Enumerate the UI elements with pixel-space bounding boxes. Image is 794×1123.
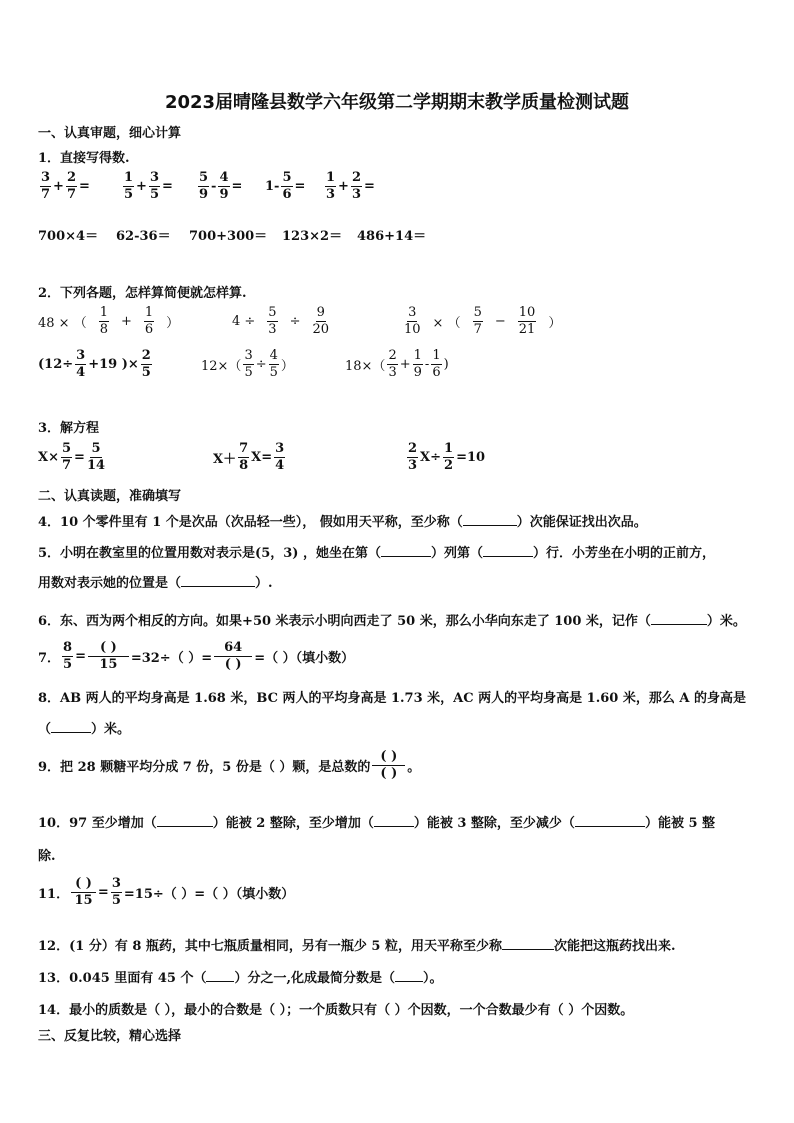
question-8-line-1: 8．AB 两人的平均身高是 1.68 米，BC 两人的平均身高是 1.73 米，AC 两人的平均身高是 1.60 米，那么 A 的身高是 [38,691,746,706]
q1-fraction-1: $\frac{3}{7}$ + $\frac{2}{7}$ = [41,170,90,202]
q2-expression-3: $\frac{3}{10}$ × （ $\frac{5}{7}$ − $\frac{10}{21}$ ） [404,305,562,337]
question-7: 7． $\frac{8}{5}$ = $\frac{( )}{15}$ =32÷（ ）= $\frac{64}{( )}$ =（ ）（填小数） [38,640,355,672]
question-9: 9．把 28 颗糖平均分成 7 份，5 份是（ ）颗，是总数的 $\frac{( )}{( )}$ 。 [38,749,421,781]
q5-position-blank[interactable] [181,586,255,587]
question-5-line-2: 用数对表示她的位置是（ ）. [38,576,273,591]
q6-answer-blank[interactable] [651,624,707,625]
section-2-heading: 二、认真读题，准确填写 [38,489,182,504]
question-10-line-2: 除. [38,849,56,864]
q2-expression-2: 4 ÷ $\frac{5}{3}$ ÷ $\frac{9}{20}$ [232,305,330,337]
question-3-label: 3．解方程 [38,421,100,436]
q13-blank-2[interactable] [395,981,423,982]
question-5-line-1: 5．小明在教室里的位置用数对表示是(5，3) ，她坐在第（ ）列第（ ）行．小芳坐在小明的正前方， [38,546,715,561]
q10-blank-1[interactable] [157,826,213,827]
q1-fraction-3: $\frac{5}{9}$ - $\frac{4}{9}$ = [199,170,243,202]
question-1-label: 1．直接写得数. [38,151,130,166]
question-2-label: 2．下列各题，怎样算简便就怎样算. [38,286,247,301]
q13-blank-1[interactable] [206,981,234,982]
q2-expression-6: 18×（ $\frac{2}{3}$ + $\frac{1}{9}$ - $\frac{1}{6}$ ) [345,348,449,380]
q2-expression-1: 48 × （ $\frac{1}{8}$ + $\frac{1}{6}$ ） [38,305,180,337]
q1-fraction-4: 1- $\frac{5}{6}$ = [265,170,306,202]
question-14: 14．最小的质数是（ ），最小的合数是（ ）；一个质数只有（ ）个因数，一个合数最少有（ ）个因数。 [38,1003,634,1018]
q1-calc-2: 62-36＝ [116,229,171,244]
question-4: 4．10 个零件里有 1 个是次品（次品轻一些）， 假如用天平称，至少称（ ）次能保证找出次品。 [38,515,647,530]
q4-answer-blank[interactable] [463,525,517,526]
q10-blank-2[interactable] [374,826,414,827]
question-12: 12．(1 分）有 8 瓶药，其中七瓶质量相同，另有一瓶少 5 粒，用天平称至少称 次能把这瓶药找出来. [38,939,676,954]
q1-calc-4: 123×2＝ [282,229,343,244]
q1-fraction-2: $\frac{1}{5}$ + $\frac{3}{5}$ = [124,170,173,202]
q1-fraction-5: $\frac{1}{3}$ + $\frac{2}{3}$ = [326,170,375,202]
section-3-heading: 三、反复比较，精心选择 [38,1029,182,1044]
q3-equation-3: $\frac{2}{3}$ X÷ $\frac{1}{2}$ =10 [408,441,486,473]
question-8-line-2: （ ）米。 [38,722,131,737]
q10-blank-3[interactable] [575,826,645,827]
q5-row-blank[interactable] [483,556,533,557]
section-1-heading: 一、认真审题，细心计算 [38,126,182,141]
q1-calc-5: 486+14＝ [357,229,427,244]
q2-expression-4: (12÷ $\frac{3}{4}$ +19 )× $\frac{2}{5}$ [38,348,151,380]
question-6: 6．东、西为两个相反的方向。如果+50 米表示小明向西走了 50 米，那么小华向东走了 100 米，记作（ ）米。 [38,614,746,629]
q1-calc-1: 700×4＝ [38,229,99,244]
question-11: 11． $\frac{( )}{15}$ = $\frac{3}{5}$ =15÷（ ）=（ ）（填小数） [38,876,295,908]
q5-column-blank[interactable] [381,556,431,557]
q12-answer-blank[interactable] [502,949,554,950]
q3-equation-1: X× $\frac{5}{7}$ = $\frac{5}{14}$ [38,441,106,473]
question-10-line-1: 10．97 至少增加（ ）能被 2 整除，至少增加（ ）能被 3 整除，至少减少（ ）能被 5 整 [38,816,716,831]
q2-expression-5: 12×（ $\frac{3}{5}$ ÷ $\frac{4}{5}$ ） [201,348,294,380]
q8-answer-blank[interactable] [51,732,91,733]
page-title: 2023届晴隆县数学六年级第二学期期末教学质量检测试题 [164,92,630,113]
question-13: 13．0.045 里面有 45 个（ ）分之一,化成最简分数是（ ）。 [38,971,443,986]
q1-calc-3: 700+300＝ [189,229,268,244]
q3-equation-2: X＋ $\frac{7}{8}$ X= $\frac{3}{4}$ [213,441,285,473]
